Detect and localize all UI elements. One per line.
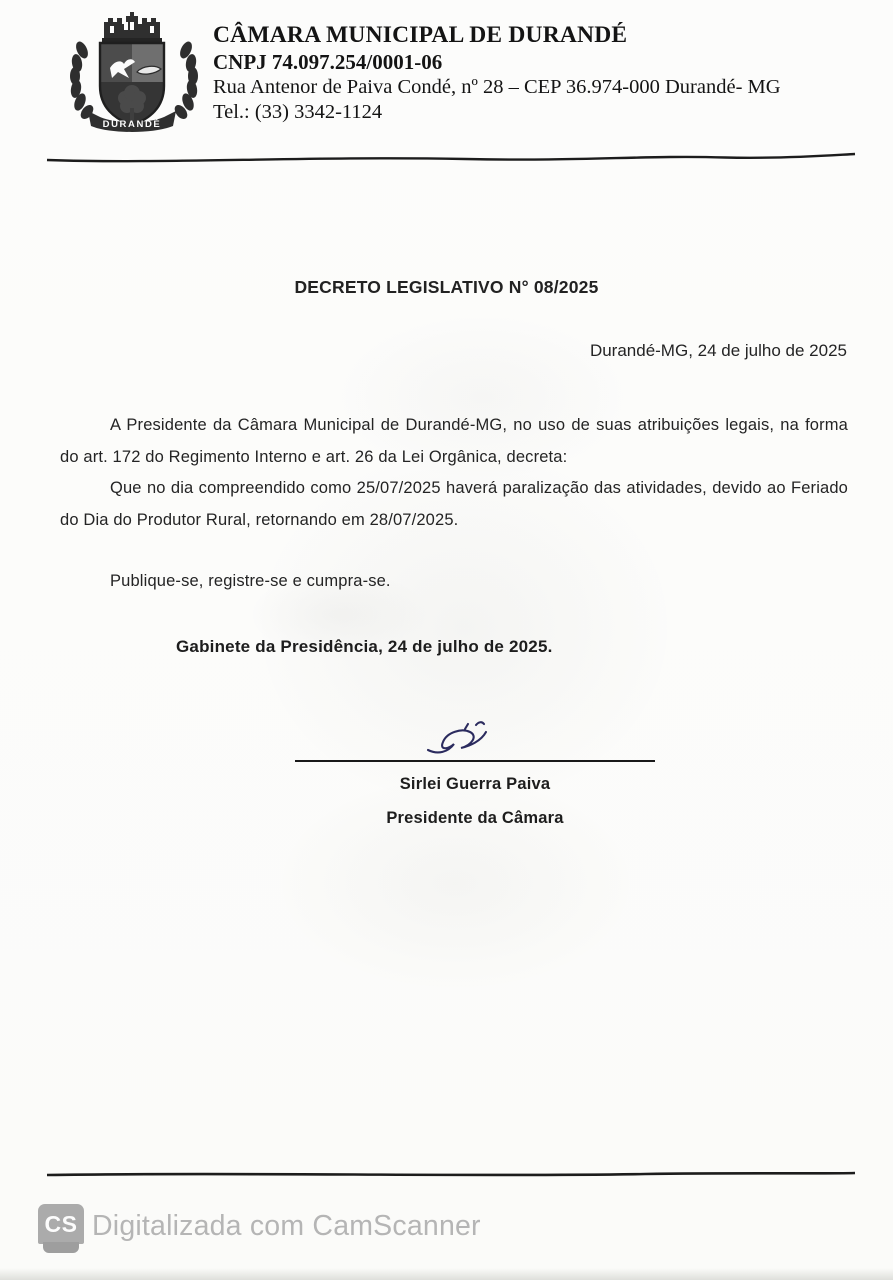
org-address: Rua Antenor de Paiva Condé, nº 28 – CEP 36.974-000 Durandé- MG [213, 76, 781, 98]
shield [100, 43, 164, 127]
letterhead [213, 22, 781, 125]
paragraph-decree: Que no dia compreendido como 25/07/2025 haverá paralização das atividades, devido ao Feriado do Dia do Produtor Rural, retornando em 28/07/2025. [60, 479, 848, 529]
signature-line [295, 760, 655, 762]
signatory-role: Presidente da Câmara [386, 809, 564, 827]
paragraph-preamble: A Presidente da Câmara Municipal de Durandé-MG, no uso de suas atribuições legais, na forma do art. 172 do Regimento Interno e art. 26 da Lei Orgânica, decreta: [60, 416, 848, 466]
dateline: Durandé-MG, 24 de julho de 2025 [589, 341, 847, 360]
paragraph-publish: Publique-se, registre-se e cumpra-se. [110, 572, 391, 590]
camscanner-logo-icon: CS [38, 1204, 84, 1244]
bottom-divider [45, 1168, 857, 1182]
document-title: DECRETO LEGISLATIVO N° 08/2025 [294, 277, 599, 297]
gabinete-line: Gabinete da Presidência, 24 de julho de 2025. [176, 637, 553, 656]
banner-text: DURANDÉ [102, 119, 162, 130]
camscanner-watermark: Digitalizada com CamScanner [92, 1210, 481, 1242]
crown [102, 12, 162, 42]
coat-of-arms-icon [64, 8, 204, 134]
signatory-name: Sirlei Guerra Paiva [399, 775, 551, 793]
handwritten-signature [418, 718, 514, 760]
scan-edge-shadow [0, 1268, 893, 1280]
org-cnpj: CNPJ 74.097.254/0001-06 [213, 50, 443, 74]
header-divider [45, 152, 857, 166]
laurel-right [172, 40, 198, 122]
org-name: CÂMARA MUNICIPAL DE DURANDÉ [213, 22, 628, 48]
org-phone: Tel.: (33) 3342-1124 [213, 101, 383, 123]
laurel-left [70, 40, 96, 122]
